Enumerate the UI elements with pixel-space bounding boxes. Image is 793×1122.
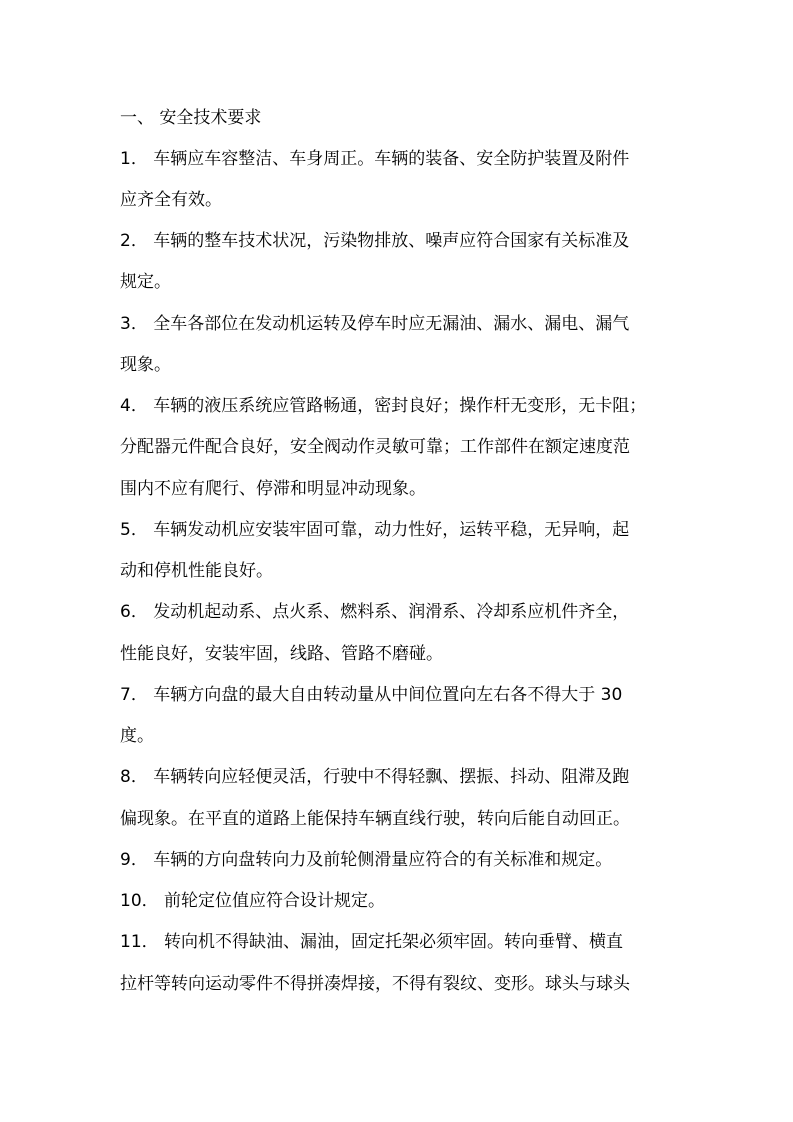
- text-line: 11． 转向机不得缺油、漏油，固定托架必须牢固。转向垂臂、横直: [120, 932, 624, 952]
- section-title: 一、 安全技术要求: [120, 108, 262, 128]
- text-line: 分配器元件配合良好，安全阀动作灵敏可靠；工作部件在额定速度范: [120, 437, 630, 457]
- text-line: 性能良好，安装牢固，线路、管路不磨碰。: [120, 644, 443, 664]
- text-line: 拉杆等转向运动零件不得拼凑焊接，不得有裂纹、变形。球头与球头: [120, 974, 630, 994]
- text-line: 8． 车辆转向应轻便灵活，行驶中不得轻飘、摆振、抖动、阻滞及跑: [120, 767, 630, 787]
- text-line: 围内不应有爬行、停滞和明显冲动现象。: [120, 479, 426, 499]
- text-line: 5． 车辆发动机应安装牢固可靠，动力性好，运转平稳，无异响，起: [120, 520, 630, 540]
- text-line: 7． 车辆方向盘的最大自由转动量从中间位置向左右各不得大于 30: [120, 685, 623, 705]
- text-line: 1． 车辆应车容整洁、车身周正。车辆的装备、安全防护装置及附件: [120, 149, 630, 169]
- text-line: 4． 车辆的液压系统应管路畅通，密封良好；操作杆无变形，无卡阻；: [120, 396, 647, 416]
- text-line: 动和停机性能良好。: [120, 561, 273, 581]
- text-line: 偏现象。在平直的道路上能保持车辆直线行驶，转向后能自动回正。: [120, 809, 630, 829]
- text-line: 2． 车辆的整车技术状况，污染物排放、噪声应符合国家有关标准及: [120, 231, 630, 251]
- text-line: 度。: [120, 726, 154, 746]
- text-line: 应齐全有效。: [120, 190, 222, 210]
- text-line: 现象。: [120, 355, 171, 375]
- text-line: 6． 发动机起动系、点火系、燃料系、润滑系、冷却系应机件齐全，: [120, 602, 630, 622]
- text-line: 规定。: [120, 272, 171, 292]
- text-line: 10． 前轮定位值应符合设计规定。: [120, 891, 386, 911]
- text-line: 9． 车辆的方向盘转向力及前轮侧滑量应符合的有关标准和规定。: [120, 850, 613, 870]
- text-line: 3． 全车各部位在发动机运转及停车时应无漏油、漏水、漏电、漏气: [120, 314, 630, 334]
